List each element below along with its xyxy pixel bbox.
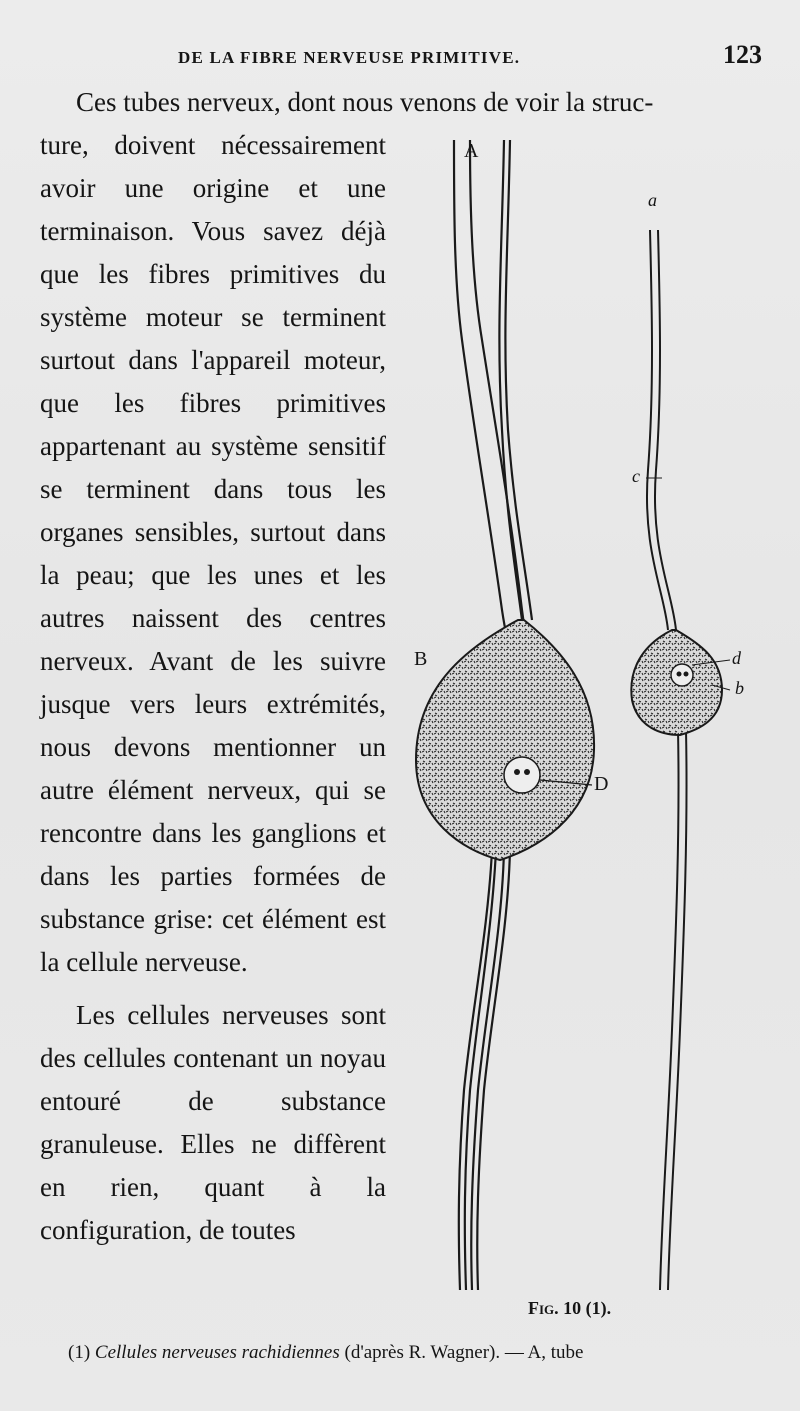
- cell-nucleus-D: [504, 757, 540, 793]
- nerve-fibre-right: [647, 230, 687, 1290]
- figure-label-d: d: [732, 648, 741, 668]
- figure-label-a: a: [648, 190, 657, 210]
- figure-label-B: B: [414, 648, 428, 670]
- body-first-line: [40, 81, 760, 124]
- figure-label-A: A: [464, 140, 479, 162]
- figure-label-D: D: [594, 773, 609, 795]
- footnote: [68, 1342, 768, 1364]
- paragraph-2: Les cellules nerveuses sont des cellules contenant un noyau entouré de substance granuleuse. Elles ne diffèrent en rien, quant à la configuration, de toutes: [40, 1000, 386, 1245]
- page-number: 123: [723, 40, 762, 69]
- figure-label-b: b: [735, 678, 744, 698]
- running-head: DE LA FIBRE NERVEUSE PRIMITIVE.: [178, 48, 521, 67]
- page-header: [178, 40, 762, 80]
- large-ganglion-cell: [416, 620, 594, 860]
- figure-illustration: [392, 130, 772, 1290]
- footnote-mark: (1): [68, 1342, 91, 1363]
- figure-nerve-cells: [392, 130, 772, 1290]
- figure-caption: Fig. 10 (1).: [528, 1298, 612, 1318]
- body-column: [40, 124, 386, 1252]
- footnote-text: (d'après R. Wagner). — A, tube: [344, 1342, 584, 1363]
- paragraph-first-line: Ces tubes nerveux, dont nous venons de voir la struc-: [76, 87, 654, 117]
- small-ganglion-cell: [631, 478, 730, 735]
- paragraph-1: ture, doivent nécessairement avoir une origine et une terminaison. Vous savez déjà que les fibres primitives du système moteur se terminent surtout dans l'appareil moteur, que les fibres primitives appartenant au système sensitif se terminent dans tous les organes sensibles, surtout dans la peau; que les unes et les autres naissent des centres nerveux. Avant de les suivre jusque vers leurs extrémités, nous devons mentionner un autre élément nerveux, qui se rencontre dans les ganglions et dans les parties formées de substance grise: cet élément est la cellule nerveuse.: [40, 130, 386, 977]
- footnote-italic-text: Cellules nerveuses rachidiennes: [94, 1342, 340, 1363]
- figure-label-c: c: [632, 466, 640, 486]
